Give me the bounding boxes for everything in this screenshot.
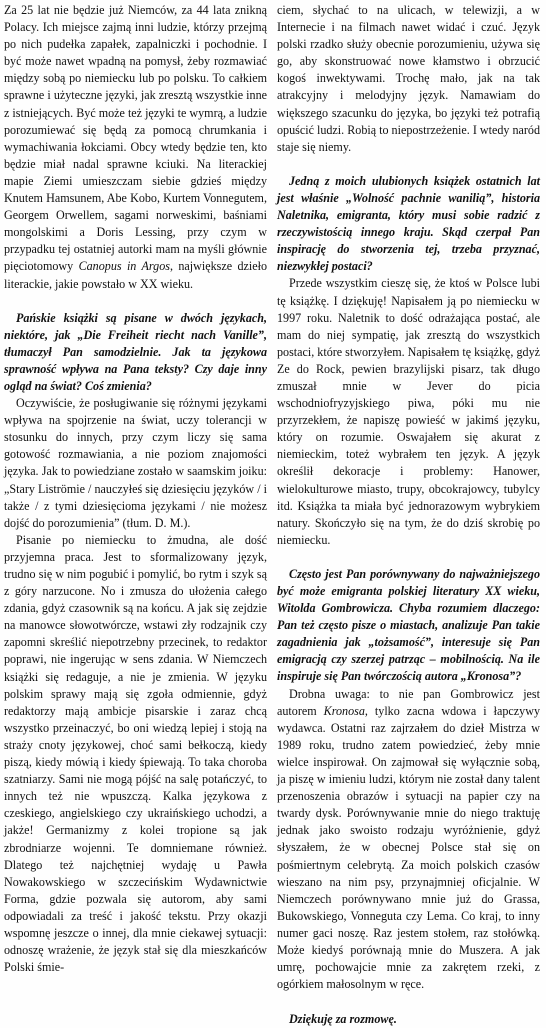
- answer-paragraph: ciem, słychać to na ulicach, w telewizji, a w Internecie i na filmach nawet widać i czuć. Język polski rzadko służy obecnie porozumieniu, używa się go, aby skonstruować nowe kłamstwo i obrzucić kogoś inwektywami. Trochę mało, jak na tak atrakcyjny i melodyjny język. Namawiam do większego szacunku do języka, bo języki też potrafią opuścić ludzi. Robią to niepostrzeżenie. I wtedy naród staje się niemy.: [277, 3, 540, 154]
- closing-line: Dziękuję za rozmowę.: [289, 1012, 397, 1027]
- interview-question: Jedną z moich ulubionych książek ostatnich lat jest właśnie „Wolność pachnie wanilią”, historia Naletnika, emigranta, który musi sobie radzić z rzeczywistością innego kraju. Skąd czerpał Pan inspirację do stworzenia tej, trzeba przyznać, niezwykłej postaci?: [277, 173, 540, 274]
- answer-paragraph: Oczywiście, że posługiwanie się różnymi językami wpływa na spojrzenie na świat, uczy tolerancji w stosunku do innych, przy czym liczy się sama gotowość rozmawiania, a nie poziom znajomości języka. Jak to powiedziane zostało w saamskim joiku: „Stary Liströmie / nauczyłeś się dziesięciu języków / i także / z tymi dziesięcioma językami / nie możesz dojść do porozumienia” (tłum. D. M.).: [4, 396, 267, 530]
- answer-paragraph: [277, 686, 540, 994]
- interview-question: Pańskie książki są pisane w dwóch językach, niektóre, jak „Die Freiheit riecht nach Vanille”, tłumaczył Pan samodzielnie. Jak ta językowa sprawność wpływa na Pana teksty? Czy daje inny ogląd na świat? Coś zmienia?: [4, 310, 267, 393]
- answer-paragraph: [4, 2, 267, 293]
- paragraph-text: Drobna uwaga: to nie pan Gombrowicz jest autorem: [277, 686, 540, 718]
- book-title: Canopus in Argos: [78, 259, 170, 274]
- paragraph-text: , największe dzieło literackie, jakie powstało w XX wieku.: [4, 259, 267, 291]
- answer-paragraph: Przede wszystkim cieszę się, że ktoś w Polsce lubi tę książkę. I dziękuję! Napisałem ją po niemiecku w 1997 roku. Naletnik to dość odrażająca postać, ale mam do niej sympatię, jak zresztą do wszystkich postaci, które stworzyłem. Napisałem tę książkę, gdyż Ze do Rock, pewien brazylijski pisarz, tak długo zmuszał mnie w Jever do picia wschodniofryzyjskiego piwa, póki mu nie przyrzekłem, że napiszę powieść w jakimś języku, który on rozumie. Oswajałem się akurat z niemieckim, toteż wybrałem ten język. A język określił dekoracje i problemy: Hanower, wielokulturowe miasto, trupy, obcokrajowcy, tubylcy itd. Książka ta miała być jednorazowym wybrykiem natury. Skończyło się na tym, że do dziś skrobię po niemiecku.: [277, 276, 540, 547]
- answer-paragraph: Pisanie po niemiecku to żmudna, ale dość przyjemna praca. Jest to sformalizowany język, trudno się w nim pogubić i pomylić, bo rytm i szyk są z góry narzucone. No i zmusza do ułożenia całego zdania, gdyż czasownik są na końcu. A jak się zejdzie na manowce słowotwórcze, wstawi zły rodzajnik czy zapomni skreślić niepotrzebny przecinek, to redaktor poprawi, nie ingerując w sens zdania. W Niemczech książki się redaguje, a nie je zmienia. W języku polskim sprawy mają się zgoła odmiennie, gdyż redaktorzy mają ambicje pisarskie i zaraz chcą wszystko przeinaczyć, bo oni wiedzą lepiej i stoją na straży cnoty językowej, choć sami bełkoczą, kiedy piszą, kiedy mówią i kiedy śpiewają. To taka choroba szatniarzy. Sami nie mogą pójść na salę potańczyć, to innych też nie wpuszczą. Kalka językowa z czeskiego, angielskiego czy ukraińskiego uchodzi, a jakże! Germanizmy z kolei tropione są jak zbrodniarze wojenni. Te domniemane również. Dlatego też najchętniej wydaję u Pawła Nowakowskiego w szczecińskim Wydawnictwie Forma, gdzie pozwala się autorom, aby sami odpowiadali za treść i jakość tekstu. Przy okazji wspomnę jeszcze o innej, dla mnie ciekawej sytuacji: odnoszę wrażenie, że język stał się dla mieszkańców Polski śmie-: [4, 532, 267, 975]
- paragraph-text: Za 25 lat nie będzie już Niemców, za 44 lata znikną Polacy. Ich miejsce zajmą inni ludzie, którzy przejmą po nich pudełka zapałek, zapalniczki i pochodnie. I być może nawet wpadną na pomysł, żeby rozmawiać między sobą po niemiecku lub po polsku. To całkiem sprawne i użyteczne języki, jak zresztą wszystkie inne z istniejących. Być może też języki te wymrą, a ludzie porozumiewać się będą za pomocą chrumkania i wymachiwania łokciami. Obcy wtedy będzie ten, kto będzie miał nadal sprawne kciuki. Na literackiej mapie Ziemi umieszczam siebie gdzieś między Knutem Hamsunem, Abe Kobo, Kurtem Vonnegutem, Georgem Orwellem, sagami norweskimi, baśniami mongolskimi a Doris Lessing, przy czym w przypadku tej ostatniej autorki mam na myśli głównie pięciotomowy: [4, 3, 267, 274]
- column-left: [4, 2, 267, 975]
- paragraph-text: , tylko zacna wdowa i łapczywy wydawca. Ostatni raz zajrzałem do dzieł Mistrza w 1989 roku, trudno zatem powiedzieć, żeby mnie wielce inspirował. On zajmował się wyłącznie sobą, ja piszę w imieniu ludzi, którym nie został dany talent przenoszenia obrazów i sytuacji na papier czy na twardy dysk. Porównywanie mnie do niego traktuję jednak jako swoisto rodzaju wyróżnienie, gdyż słyszałem, że w obecnej Polsce stał się on pośmiertnym celebrytą. Za moich polskich czasów wieszano na nim psy, przynajmniej oficjalnie. W Niemczech porównywano mnie już do Grassa, Bukowskiego, Vonneguta czy Lema. Co kraj, to inny numer gaci noszę. Raz jestem stołem, raz stołówką. Może kiedyś porównają mnie do Muszera. A jak umrę, pochowajcie mnie za zakrętem rzeki, z ogórkiem małosolnym w ręce.: [277, 703, 540, 992]
- interview-question: Często jest Pan porównywany do najważniejszego być może emigranta polskiej literatury XX wieku, Witolda Gombrowicza. Chyba rozumiem dlaczego: Pan też często pisze o miastach, analizuje Pan takie zagadnienia jak „tożsamość”, interesuje się Pan emigracją czy szerzej patrząc – mobilnością. Na ile inspiruje się Pan twórczością autora „Kronosa”?: [277, 566, 540, 684]
- column-right: [277, 2, 540, 1027]
- book-title: Kronosa: [323, 703, 365, 718]
